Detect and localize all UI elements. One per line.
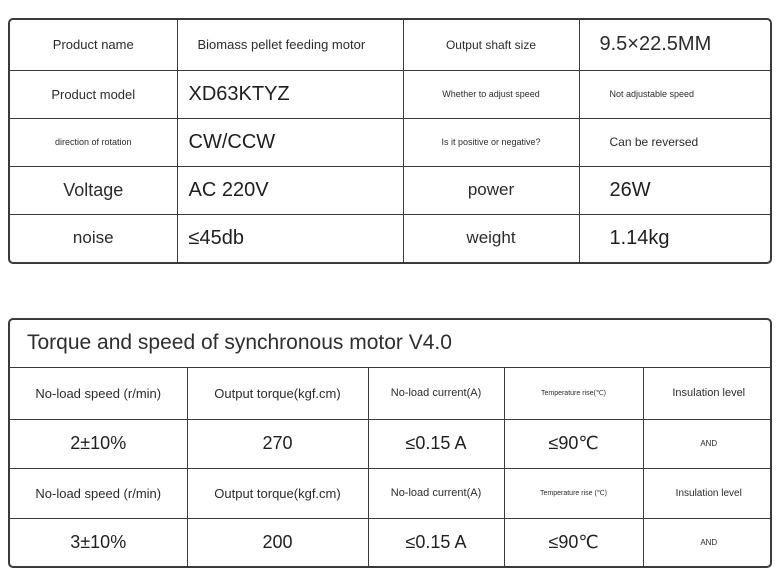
spec-label: Whether to adjust speed	[403, 70, 579, 118]
spec-value: CW/CCW	[177, 118, 403, 166]
spec-label: weight	[403, 214, 579, 262]
spec-label: Output shaft size	[403, 20, 579, 70]
column-header: Output torque(kgf.cm)	[187, 468, 368, 518]
spec-value: AC 220V	[177, 166, 403, 214]
table-cell: 200	[187, 518, 368, 566]
spec-value: ≤45db	[177, 214, 403, 262]
table-row	[10, 419, 772, 468]
column-header: Insulation level	[643, 367, 772, 419]
table-title-row	[10, 320, 772, 367]
column-header: No-load current(A)	[368, 468, 504, 518]
spec-label: power	[403, 166, 579, 214]
table-cell: 2±10%	[10, 419, 187, 468]
table-row	[10, 166, 772, 214]
column-header: No-load current(A)	[368, 367, 504, 419]
table-cell: ≤90℃	[504, 518, 643, 566]
spec-table	[8, 18, 772, 264]
table-cell: ≤0.15 A	[368, 518, 504, 566]
table-row	[10, 20, 772, 70]
spec-value: 9.5×22.5MM	[579, 20, 772, 70]
spec-value: XD63KTYZ	[177, 70, 403, 118]
spec-value: 1.14kg	[579, 214, 772, 262]
column-header: Insulation level	[643, 468, 772, 518]
spec-label: Is it positive or negative?	[403, 118, 579, 166]
table-row	[10, 518, 772, 566]
spec-label: Product model	[10, 70, 177, 118]
column-header: Output torque(kgf.cm)	[187, 367, 368, 419]
table-cell: AND	[643, 419, 772, 468]
table-row	[10, 70, 772, 118]
spec-value: Not adjustable speed	[579, 70, 772, 118]
table-cell: ≤90℃	[504, 419, 643, 468]
column-header: Temperature rise (℃)	[504, 468, 643, 518]
spec-label: noise	[10, 214, 177, 262]
table-row	[10, 214, 772, 262]
spec-label: Voltage	[10, 166, 177, 214]
spec-value: 26W	[579, 166, 772, 214]
table-header-row	[10, 468, 772, 518]
table-cell: 3±10%	[10, 518, 187, 566]
spec-value: Biomass pellet feeding motor	[177, 20, 403, 70]
table-cell: 270	[187, 419, 368, 468]
table-row	[10, 118, 772, 166]
table-cell: ≤0.15 A	[368, 419, 504, 468]
column-header: No-load speed (r/min)	[10, 367, 187, 419]
column-header: Temperature rise(℃)	[504, 367, 643, 419]
spec-label: direction of rotation	[10, 118, 177, 166]
table-title: Torque and speed of synchronous motor V4.0	[10, 320, 772, 367]
table-cell: AND	[643, 518, 772, 566]
torque-table	[8, 318, 772, 568]
spec-value: Can be reversed	[579, 118, 772, 166]
spec-label: Product name	[10, 20, 177, 70]
column-header: No-load speed (r/min)	[10, 468, 187, 518]
table-header-row	[10, 367, 772, 419]
